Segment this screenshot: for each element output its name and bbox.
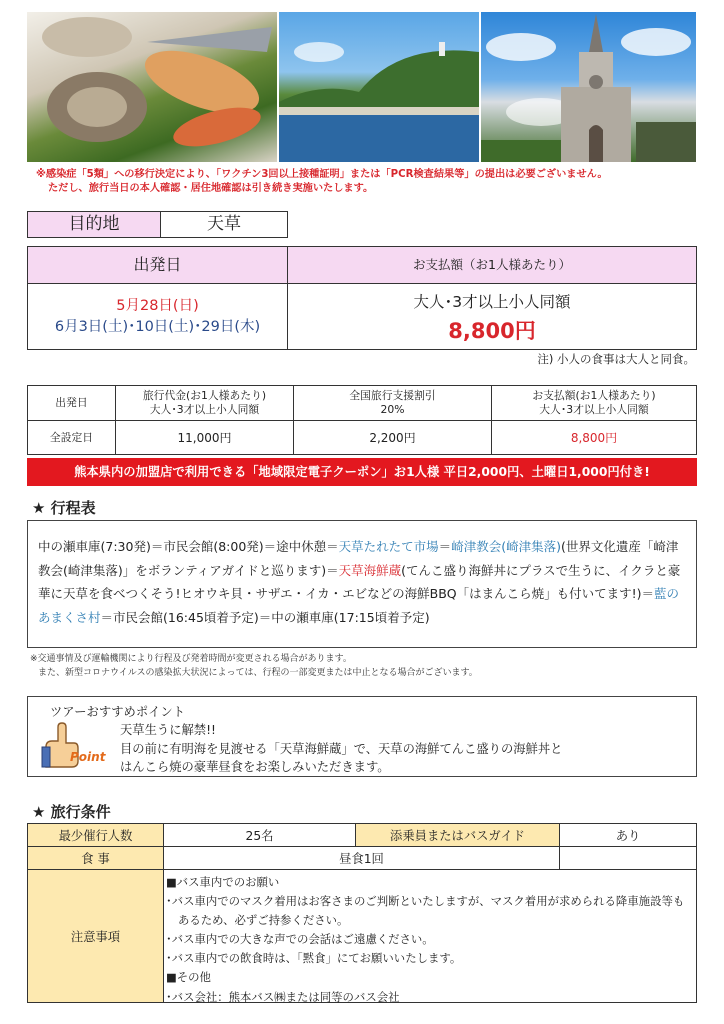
bk-date-header bbox=[28, 386, 116, 421]
bk-fee-header-2: 大人･3才以上小人同額 bbox=[149, 403, 260, 416]
coupon-banner: 熊本県内の加盟店で利用できる「地域限定電子クーポン」お1人様 平日2,000円、土曜日1,000円付き! bbox=[27, 458, 697, 486]
notes-label-text: 注意事項 bbox=[70, 930, 121, 944]
notes-line-1: ■バス車内でのお願い bbox=[166, 875, 280, 889]
itinerary-seafood: 天草海鮮蔵 bbox=[338, 562, 402, 578]
notes-list bbox=[164, 870, 698, 1007]
destination-value: 天草 bbox=[160, 211, 288, 238]
guide-value-text: あり bbox=[615, 829, 641, 843]
point-title: ツアーおすすめポイント bbox=[50, 705, 186, 719]
price-value: 8,800円 bbox=[448, 319, 536, 343]
itinerary-seg-3: ＝ bbox=[438, 539, 452, 554]
bk-fee-value: 11,000円 bbox=[177, 430, 232, 445]
notes-line-6: ■その他 bbox=[166, 970, 211, 985]
bk-pay-cell bbox=[492, 421, 696, 454]
min-participants-label bbox=[28, 824, 164, 847]
itinerary-church: 崎津教会(崎津集落) bbox=[451, 539, 561, 554]
date-line-1: 5月28日(日) bbox=[116, 298, 199, 314]
date-line-2: 6月3日(土)･10日(土)･29日(木) bbox=[54, 319, 261, 335]
notes-line-5: ･バス車内での飲食時は、「黙食」にてお願いいたします。 bbox=[166, 951, 462, 966]
guide-label bbox=[356, 824, 560, 847]
seafood-illustration bbox=[27, 12, 277, 162]
meal-label-text: 食 事 bbox=[81, 852, 110, 866]
notice-line-1: ※感染症「5類」への移行決定により、「ワクチン3回以上接種証明」または「PCR検査結果等」の提出は必要ございません。 bbox=[36, 169, 608, 180]
itinerary-notes bbox=[30, 652, 690, 680]
bk-discount-header-2: 20% bbox=[380, 403, 405, 416]
itinerary-village: 藍のあまくさ村 bbox=[38, 586, 680, 625]
meal-empty-cell bbox=[560, 847, 696, 870]
notes-line-4: ･バス車内での大きな声での会話はご遠慮ください。 bbox=[166, 932, 434, 947]
bk-date-header-text: 出発日 bbox=[55, 396, 88, 409]
bk-pay-header bbox=[492, 386, 696, 421]
price-table bbox=[27, 246, 697, 350]
recommend-point-box bbox=[27, 696, 697, 777]
price-label: 大人･3才以上小人同額 bbox=[413, 293, 571, 311]
departure-date-header: 出発日 bbox=[28, 247, 288, 284]
price-breakdown-table bbox=[27, 385, 697, 455]
itinerary-note-1: ※交通事情及び運輸機関により行程及び発着時間が変更される場合があります。 bbox=[30, 654, 352, 664]
payment-header: お支払額（お1人様あたり） bbox=[288, 247, 696, 284]
notes-label bbox=[28, 870, 164, 1002]
min-participants-value-text: 25名 bbox=[245, 829, 274, 843]
child-meal-note: 注) 小人の食事は大人と同食。 bbox=[537, 352, 695, 366]
min-participants-label-text: 最少催行人数 bbox=[58, 829, 133, 843]
point-body bbox=[120, 721, 680, 777]
church-illustration bbox=[481, 12, 696, 162]
guide-value bbox=[560, 824, 696, 847]
guide-label-text: 添乗員またはバスガイド bbox=[390, 829, 525, 843]
itinerary-title: ★ 行程表 bbox=[32, 499, 96, 517]
bk-date-cell bbox=[28, 421, 116, 454]
point-icon-text: Point bbox=[70, 750, 106, 764]
conditions-title: ★ 旅行条件 bbox=[32, 803, 111, 821]
church-photo bbox=[481, 12, 696, 162]
destination-label: 目的地 bbox=[27, 211, 161, 238]
conditions-table bbox=[27, 823, 697, 1003]
covid-notice bbox=[36, 168, 696, 196]
bk-discount-header bbox=[294, 386, 492, 421]
seafood-photo bbox=[27, 12, 277, 162]
min-participants-value bbox=[164, 824, 356, 847]
bk-discount-value: 2,200円 bbox=[369, 430, 416, 445]
itinerary-seg-9: ＝市民会館(16:45頃着予定)＝中の瀬車庫(17:15頃着予定) bbox=[100, 609, 430, 625]
itinerary-note-2: また、新型コロナウイルスの感染拡大状況によっては、行程の一部変更または中止となる場合がございます。 bbox=[38, 668, 478, 678]
bk-pay-header-1: お支払額(お1人様あたり) bbox=[532, 389, 656, 402]
departure-dates bbox=[28, 284, 288, 349]
harbor-photo bbox=[279, 12, 479, 162]
notes-line-3: あるため、必ずご持参ください。 bbox=[178, 913, 349, 928]
bk-discount-cell bbox=[294, 421, 492, 454]
bk-fee-cell bbox=[116, 421, 294, 454]
bk-discount-header-1: 全国旅行支援割引 bbox=[349, 389, 436, 402]
itinerary-seg-5: (世界文化遺産「崎津教会(崎津集落)」をボランティアガイドと巡ります)＝ bbox=[38, 539, 679, 578]
notes-line-7: ･バス会社：熊本バス㈱または同等のバス会社 bbox=[166, 989, 400, 1004]
point-line-2: 目の前に有明海を見渡せる「天草海鮮蔵」で、天草の海鮮てんこ盛りの海鮮丼と bbox=[120, 741, 563, 756]
notice-line-2: ただし、旅行当日の本人確認・居住地確認は引き続き実施いたします。 bbox=[48, 183, 374, 194]
itinerary-market: 天草たれたて市場 bbox=[338, 539, 439, 554]
itinerary-seg-7: (てんこ盛り海鮮丼にプラスで生うに、イクラと豪華に天草を食べつくそう!ヒオウキ貝・サザエ・イカ・エビなどの海鮮BBQ「はまんこら焼」も付いてます!)＝ bbox=[38, 562, 681, 601]
point-line-1: 天草生うに解禁!! bbox=[120, 723, 216, 737]
notes-line-2: ･バス車内でのマスク着用はお客さまのご判断といたしますが、マスク着用が求められる降車施設等も bbox=[166, 894, 685, 909]
point-hand-icon bbox=[40, 723, 106, 769]
harbor-illustration bbox=[279, 12, 479, 162]
bk-pay-value: 8,800円 bbox=[570, 430, 618, 445]
point-line-3: はんこら焼の豪華昼食をお楽しみいただきます。 bbox=[120, 760, 390, 774]
bk-fee-header bbox=[116, 386, 294, 421]
bk-fee-header-1: 旅行代金(お1人様あたり) bbox=[142, 389, 267, 402]
meal-value bbox=[164, 847, 560, 870]
meal-value-text: 昼食1回 bbox=[339, 852, 384, 866]
price-cell bbox=[288, 284, 696, 349]
bk-pay-header-2: 大人･3才以上小人同額 bbox=[539, 403, 649, 416]
itinerary-seg-1: 中の瀬車庫(7:30発)＝市民会館(8:00発)＝途中休憩＝ bbox=[38, 539, 339, 554]
itinerary-box bbox=[27, 520, 697, 648]
meal-label bbox=[28, 847, 164, 870]
bk-date-value: 全設定日 bbox=[49, 430, 94, 444]
